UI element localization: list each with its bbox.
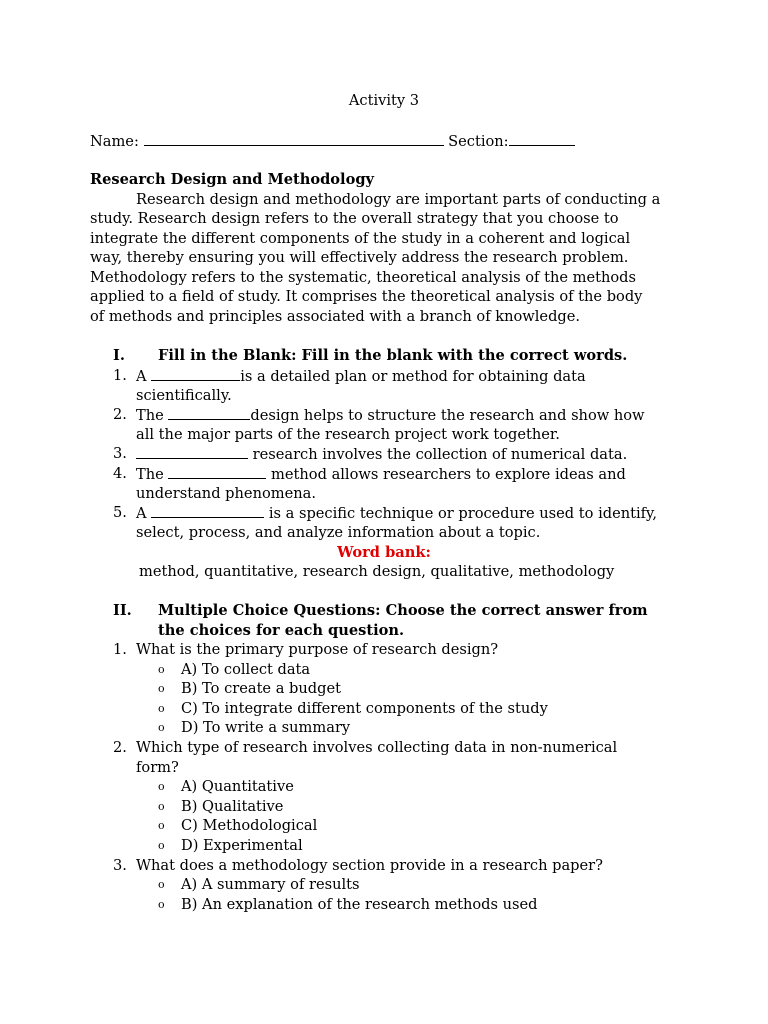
- question-number: 3.: [113, 857, 127, 874]
- bullet-icon: o: [158, 819, 165, 832]
- answer-option[interactable]: C) Methodological: [181, 817, 318, 834]
- answer-option[interactable]: B) Qualitative: [181, 798, 284, 815]
- intro-paragraph-line: Research design and methodology are important parts of conducting a: [136, 191, 661, 208]
- bullet-icon: o: [158, 839, 165, 852]
- fill-item-post: research involves the collection of numerical data.: [248, 446, 628, 463]
- intro-paragraph-line: way, thereby ensuring you will effectively address the research problem.: [90, 249, 629, 266]
- bullet-icon: o: [158, 878, 165, 891]
- part1-heading: Fill in the Blank: Fill in the blank with the correct words.: [158, 347, 628, 364]
- name-label: Name:: [90, 133, 139, 150]
- fill-item: [136, 366, 586, 387]
- part2-heading-cont: the choices for each question.: [158, 622, 405, 639]
- question-number: 1.: [113, 641, 127, 658]
- name-field[interactable]: [144, 131, 444, 146]
- fill-item-number: 3.: [113, 445, 127, 462]
- activity-title: Activity 3: [348, 92, 420, 109]
- intro-paragraph-line: Methodology refers to the systematic, theoretical analysis of the methods: [90, 269, 636, 286]
- fill-item: [136, 464, 626, 485]
- fill-item-cont: scientifically.: [136, 387, 232, 404]
- answer-option[interactable]: D) To write a summary: [181, 719, 351, 736]
- fill-item: [136, 444, 627, 465]
- fill-item: [136, 405, 645, 426]
- fill-item-number: 4.: [113, 465, 127, 482]
- question-text: What does a methodology section provide in a research paper?: [136, 857, 603, 874]
- part2-numeral: II.: [113, 602, 132, 619]
- bullet-icon: o: [158, 898, 165, 911]
- intro-paragraph-line: study. Research design refers to the overall strategy that you choose to: [90, 210, 619, 227]
- fill-item-cont: all the major parts of the research project work together.: [136, 426, 560, 443]
- fill-item-post: is a specific technique or procedure used to identify,: [264, 505, 657, 522]
- question-text-cont: form?: [136, 759, 179, 776]
- answer-option[interactable]: D) Experimental: [181, 837, 303, 854]
- intro-heading: Research Design and Methodology: [90, 171, 375, 188]
- fill-item-pre: A: [136, 505, 152, 522]
- section-label: Section:: [448, 133, 509, 150]
- question-text: Which type of research involves collecting data in non-numerical: [136, 739, 618, 756]
- bullet-icon: o: [158, 721, 165, 734]
- fill-blank[interactable]: [168, 405, 250, 420]
- fill-item-post: is a detailed plan or method for obtaining data: [240, 368, 586, 385]
- fill-item-pre: The: [136, 466, 169, 483]
- bullet-icon: o: [158, 800, 165, 813]
- intro-paragraph-line: integrate the different components of the study in a coherent and logical: [90, 230, 631, 247]
- question-text: What is the primary purpose of research design?: [136, 641, 499, 658]
- intro-paragraph-line: of methods and principles associated with a branch of knowledge.: [90, 308, 581, 325]
- bullet-icon: o: [158, 682, 165, 695]
- intro-paragraph-line: applied to a field of study. It comprises the theoretical analysis of the body: [90, 288, 643, 305]
- fill-item-number: 2.: [113, 406, 127, 423]
- fill-item-post: design helps to structure the research and show how: [250, 407, 645, 424]
- fill-blank[interactable]: [136, 444, 248, 459]
- section-field[interactable]: [509, 131, 575, 146]
- name-row: [90, 131, 575, 152]
- fill-blank[interactable]: [151, 366, 240, 381]
- answer-option[interactable]: B) An explanation of the research methods used: [181, 896, 538, 913]
- question-number: 2.: [113, 739, 127, 756]
- bullet-icon: o: [158, 780, 165, 793]
- fill-item-pre: A: [136, 368, 152, 385]
- word-bank-list: method, quantitative, research design, qualitative, methodology: [139, 563, 615, 580]
- answer-option[interactable]: B) To create a budget: [181, 680, 341, 697]
- bullet-icon: o: [158, 702, 165, 715]
- fill-item-pre: The: [136, 407, 169, 424]
- fill-item-cont: select, process, and analyze information about a topic.: [136, 524, 541, 541]
- fill-blank[interactable]: [168, 464, 266, 479]
- part1-numeral: I.: [113, 347, 125, 364]
- fill-item: [136, 503, 657, 524]
- fill-item-number: 5.: [113, 504, 127, 521]
- bullet-icon: o: [158, 663, 165, 676]
- answer-option[interactable]: C) To integrate different components of the study: [181, 700, 548, 717]
- fill-item-number: 1.: [113, 367, 127, 384]
- fill-item-post: method allows researchers to explore ideas and: [266, 466, 626, 483]
- answer-option[interactable]: A) To collect data: [181, 661, 311, 678]
- part2-heading: Multiple Choice Questions: Choose the correct answer from: [158, 602, 648, 619]
- word-bank-label: Word bank:: [337, 544, 431, 561]
- fill-item-cont: understand phenomena.: [136, 485, 316, 502]
- answer-option[interactable]: A) A summary of results: [181, 876, 360, 893]
- fill-blank[interactable]: [151, 503, 264, 518]
- answer-option[interactable]: A) Quantitative: [181, 778, 294, 795]
